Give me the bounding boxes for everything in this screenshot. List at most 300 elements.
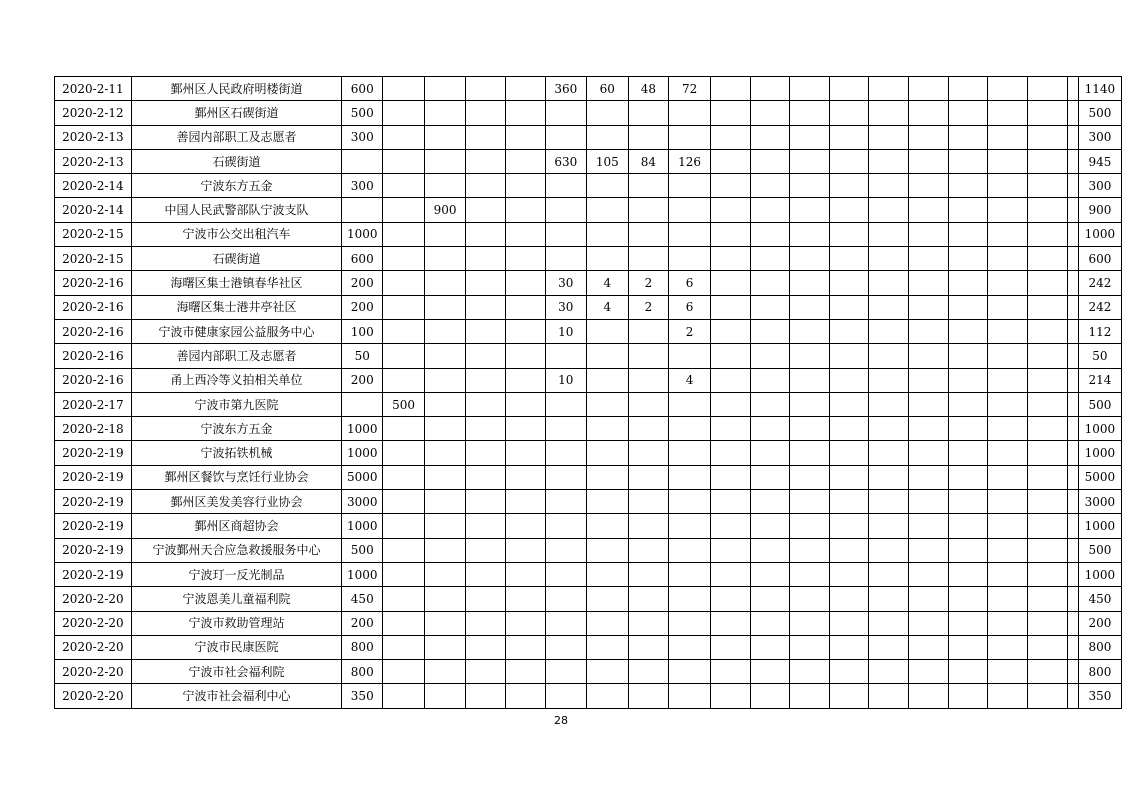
col-17-cell (909, 562, 949, 586)
col-6-cell (466, 198, 506, 222)
col-15-cell (829, 514, 869, 538)
col-12-cell (710, 660, 750, 684)
col-6-cell (466, 441, 506, 465)
donor-cell: 海曙区集士港井亭社区 (131, 295, 341, 319)
amount-cell: 200 (342, 611, 383, 635)
col-17-cell (909, 271, 949, 295)
donor-cell: 宁波恩美儿童福利院 (131, 587, 341, 611)
col-20-cell (1028, 587, 1068, 611)
col-12-cell (710, 611, 750, 635)
col-5-cell (424, 635, 465, 659)
col-11-cell (669, 101, 710, 125)
col-16-cell (869, 611, 909, 635)
col-18-cell (948, 587, 988, 611)
date-cell: 2020-2-19 (55, 465, 132, 489)
col-20-cell (1028, 417, 1068, 441)
col-14-cell (790, 611, 830, 635)
col-10-cell (628, 392, 669, 416)
donor-cell: 甬上西冷等义拍相关单位 (131, 368, 341, 392)
col-17-cell (909, 125, 949, 149)
total-cell: 1000 (1078, 417, 1121, 441)
col-18-cell (948, 247, 988, 271)
col-8-cell (545, 344, 586, 368)
col-11-cell (669, 392, 710, 416)
col-16-cell (869, 684, 909, 708)
col-6-cell (466, 684, 506, 708)
col-15-cell (829, 392, 869, 416)
col-18-cell (948, 562, 988, 586)
col-21-cell (1067, 465, 1078, 489)
col-5-cell (424, 392, 465, 416)
donor-cell: 宁波东方五金 (131, 417, 341, 441)
col-18-cell (948, 538, 988, 562)
col-4-cell (383, 441, 424, 465)
col-7-cell (505, 174, 545, 198)
col-17-cell (909, 77, 949, 101)
date-cell: 2020-2-13 (55, 149, 132, 173)
col-20-cell (1028, 319, 1068, 343)
col-9-cell (587, 222, 628, 246)
col-21-cell (1067, 611, 1078, 635)
col-12-cell (710, 319, 750, 343)
table-row (55, 684, 1122, 708)
amount-cell: 1000 (342, 417, 383, 441)
col-11-cell (669, 247, 710, 271)
col-9-cell (587, 514, 628, 538)
table-row (55, 271, 1122, 295)
col-8-cell (545, 660, 586, 684)
col-8-cell (545, 247, 586, 271)
col-13-cell (750, 635, 790, 659)
col-12-cell (710, 490, 750, 514)
col-19-cell (988, 538, 1028, 562)
col-12-cell (710, 101, 750, 125)
table-row (55, 198, 1122, 222)
col-16-cell (869, 490, 909, 514)
col-11-cell: 6 (669, 295, 710, 319)
col-10-cell (628, 222, 669, 246)
col-4-cell (383, 125, 424, 149)
amount-cell: 1000 (342, 514, 383, 538)
col-13-cell (750, 125, 790, 149)
col-4-cell (383, 660, 424, 684)
col-5-cell (424, 538, 465, 562)
col-9-cell (587, 319, 628, 343)
date-cell: 2020-2-19 (55, 562, 132, 586)
col-8-cell: 360 (545, 77, 586, 101)
col-21-cell (1067, 587, 1078, 611)
col-8-cell (545, 125, 586, 149)
col-10-cell (628, 514, 669, 538)
donor-cell: 宁波拓铁机械 (131, 441, 341, 465)
col-14-cell (790, 538, 830, 562)
col-4-cell (383, 295, 424, 319)
col-6-cell (466, 562, 506, 586)
col-9-cell (587, 684, 628, 708)
col-16-cell (869, 149, 909, 173)
col-5-cell (424, 149, 465, 173)
donor-cell: 善园内部职工及志愿者 (131, 125, 341, 149)
col-6-cell (466, 174, 506, 198)
col-9-cell (587, 635, 628, 659)
amount-cell: 1000 (342, 222, 383, 246)
col-14-cell (790, 222, 830, 246)
col-20-cell (1028, 174, 1068, 198)
col-18-cell (948, 344, 988, 368)
col-19-cell (988, 344, 1028, 368)
col-7-cell (505, 319, 545, 343)
col-13-cell (750, 465, 790, 489)
col-13-cell (750, 101, 790, 125)
col-9-cell (587, 417, 628, 441)
col-17-cell (909, 319, 949, 343)
col-15-cell (829, 538, 869, 562)
table-row (55, 174, 1122, 198)
col-17-cell (909, 514, 949, 538)
total-cell: 214 (1078, 368, 1121, 392)
col-11-cell (669, 635, 710, 659)
col-14-cell (790, 295, 830, 319)
col-6-cell (466, 101, 506, 125)
col-4-cell (383, 490, 424, 514)
col-18-cell (948, 611, 988, 635)
col-13-cell (750, 611, 790, 635)
col-18-cell (948, 125, 988, 149)
col-16-cell (869, 247, 909, 271)
col-13-cell (750, 684, 790, 708)
col-14-cell (790, 660, 830, 684)
col-15-cell (829, 611, 869, 635)
total-cell: 945 (1078, 149, 1121, 173)
donation-table-body (55, 77, 1122, 709)
total-cell: 1000 (1078, 441, 1121, 465)
col-4-cell (383, 319, 424, 343)
col-6-cell (466, 490, 506, 514)
col-20-cell (1028, 344, 1068, 368)
col-17-cell (909, 392, 949, 416)
col-10-cell (628, 660, 669, 684)
col-10-cell (628, 174, 669, 198)
col-8-cell: 30 (545, 271, 586, 295)
col-4-cell (383, 587, 424, 611)
col-21-cell (1067, 101, 1078, 125)
col-12-cell (710, 247, 750, 271)
col-18-cell (948, 295, 988, 319)
col-9-cell (587, 660, 628, 684)
col-4-cell (383, 514, 424, 538)
col-18-cell (948, 490, 988, 514)
table-row (55, 514, 1122, 538)
donor-cell: 海曙区集士港镇春华社区 (131, 271, 341, 295)
col-9-cell (587, 538, 628, 562)
col-6-cell (466, 417, 506, 441)
col-14-cell (790, 465, 830, 489)
col-18-cell (948, 465, 988, 489)
col-6-cell (466, 77, 506, 101)
col-6-cell (466, 295, 506, 319)
col-20-cell (1028, 660, 1068, 684)
col-8-cell (545, 441, 586, 465)
col-16-cell (869, 660, 909, 684)
table-row (55, 222, 1122, 246)
date-cell: 2020-2-19 (55, 538, 132, 562)
col-13-cell (750, 660, 790, 684)
col-17-cell (909, 295, 949, 319)
col-11-cell (669, 174, 710, 198)
col-4-cell (383, 222, 424, 246)
col-16-cell (869, 562, 909, 586)
col-5-cell (424, 101, 465, 125)
col-17-cell (909, 222, 949, 246)
date-cell: 2020-2-18 (55, 417, 132, 441)
col-8-cell (545, 417, 586, 441)
col-19-cell (988, 101, 1028, 125)
col-4-cell (383, 684, 424, 708)
col-20-cell (1028, 392, 1068, 416)
col-5-cell (424, 344, 465, 368)
col-8-cell (545, 587, 586, 611)
col-12-cell (710, 587, 750, 611)
col-19-cell (988, 441, 1028, 465)
col-5-cell (424, 319, 465, 343)
col-21-cell (1067, 684, 1078, 708)
date-cell: 2020-2-16 (55, 295, 132, 319)
col-17-cell (909, 247, 949, 271)
date-cell: 2020-2-16 (55, 368, 132, 392)
col-19-cell (988, 611, 1028, 635)
col-19-cell (988, 635, 1028, 659)
col-19-cell (988, 587, 1028, 611)
col-18-cell (948, 101, 988, 125)
col-12-cell (710, 77, 750, 101)
col-4-cell (383, 271, 424, 295)
amount-cell: 300 (342, 174, 383, 198)
col-14-cell (790, 562, 830, 586)
col-15-cell (829, 295, 869, 319)
col-19-cell (988, 319, 1028, 343)
total-cell: 200 (1078, 611, 1121, 635)
col-7-cell (505, 149, 545, 173)
col-7-cell (505, 635, 545, 659)
col-4-cell (383, 538, 424, 562)
col-10-cell (628, 490, 669, 514)
col-14-cell (790, 125, 830, 149)
col-4-cell (383, 562, 424, 586)
col-16-cell (869, 125, 909, 149)
col-21-cell (1067, 174, 1078, 198)
col-11-cell (669, 441, 710, 465)
col-12-cell (710, 198, 750, 222)
col-18-cell (948, 441, 988, 465)
col-5-cell (424, 611, 465, 635)
col-7-cell (505, 465, 545, 489)
col-10-cell (628, 247, 669, 271)
col-19-cell (988, 684, 1028, 708)
col-8-cell (545, 635, 586, 659)
col-19-cell (988, 77, 1028, 101)
date-cell: 2020-2-19 (55, 490, 132, 514)
col-15-cell (829, 174, 869, 198)
col-19-cell (988, 295, 1028, 319)
col-15-cell (829, 684, 869, 708)
col-13-cell (750, 149, 790, 173)
date-cell: 2020-2-12 (55, 101, 132, 125)
col-14-cell (790, 514, 830, 538)
col-15-cell (829, 587, 869, 611)
table-row (55, 611, 1122, 635)
col-16-cell (869, 319, 909, 343)
table-row (55, 319, 1122, 343)
date-cell: 2020-2-14 (55, 174, 132, 198)
total-cell: 50 (1078, 344, 1121, 368)
col-6-cell (466, 538, 506, 562)
date-cell: 2020-2-16 (55, 344, 132, 368)
col-10-cell: 2 (628, 295, 669, 319)
col-10-cell (628, 368, 669, 392)
col-9-cell (587, 587, 628, 611)
donor-cell: 宁波市社会福利中心 (131, 684, 341, 708)
col-16-cell (869, 271, 909, 295)
col-6-cell (466, 392, 506, 416)
col-11-cell: 6 (669, 271, 710, 295)
col-8-cell (545, 611, 586, 635)
total-cell: 242 (1078, 271, 1121, 295)
col-12-cell (710, 344, 750, 368)
col-7-cell (505, 198, 545, 222)
col-16-cell (869, 392, 909, 416)
col-5-cell: 900 (424, 198, 465, 222)
col-15-cell (829, 490, 869, 514)
amount-cell: 600 (342, 77, 383, 101)
col-5-cell (424, 660, 465, 684)
col-19-cell (988, 514, 1028, 538)
col-21-cell (1067, 660, 1078, 684)
donor-cell: 鄞州区餐饮与烹饪行业协会 (131, 465, 341, 489)
col-10-cell (628, 441, 669, 465)
date-cell: 2020-2-19 (55, 441, 132, 465)
col-17-cell (909, 198, 949, 222)
col-19-cell (988, 392, 1028, 416)
col-15-cell (829, 149, 869, 173)
col-18-cell (948, 684, 988, 708)
col-4-cell (383, 198, 424, 222)
col-5-cell (424, 174, 465, 198)
table-row (55, 635, 1122, 659)
col-17-cell (909, 149, 949, 173)
col-18-cell (948, 149, 988, 173)
amount-cell: 600 (342, 247, 383, 271)
col-19-cell (988, 562, 1028, 586)
table-row (55, 490, 1122, 514)
col-20-cell (1028, 490, 1068, 514)
col-12-cell (710, 368, 750, 392)
date-cell: 2020-2-16 (55, 271, 132, 295)
date-cell: 2020-2-17 (55, 392, 132, 416)
col-20-cell (1028, 611, 1068, 635)
table-row (55, 441, 1122, 465)
col-11-cell (669, 490, 710, 514)
total-cell: 500 (1078, 101, 1121, 125)
col-13-cell (750, 198, 790, 222)
col-16-cell (869, 441, 909, 465)
col-10-cell (628, 198, 669, 222)
col-15-cell (829, 271, 869, 295)
col-13-cell (750, 441, 790, 465)
col-17-cell (909, 344, 949, 368)
donor-cell: 宁波鄞州天合应急救援服务中心 (131, 538, 341, 562)
col-14-cell (790, 684, 830, 708)
col-10-cell: 48 (628, 77, 669, 101)
col-8-cell (545, 174, 586, 198)
col-11-cell: 4 (669, 368, 710, 392)
col-5-cell (424, 271, 465, 295)
col-11-cell: 126 (669, 149, 710, 173)
col-16-cell (869, 514, 909, 538)
col-16-cell (869, 538, 909, 562)
col-6-cell (466, 222, 506, 246)
table-row (55, 587, 1122, 611)
col-20-cell (1028, 368, 1068, 392)
donor-cell: 鄞州区人民政府明楼街道 (131, 77, 341, 101)
col-9-cell (587, 125, 628, 149)
col-9-cell (587, 344, 628, 368)
col-10-cell (628, 611, 669, 635)
amount-cell: 300 (342, 125, 383, 149)
col-11-cell (669, 660, 710, 684)
col-14-cell (790, 174, 830, 198)
col-5-cell (424, 77, 465, 101)
col-8-cell: 10 (545, 319, 586, 343)
col-14-cell (790, 392, 830, 416)
date-cell: 2020-2-14 (55, 198, 132, 222)
col-7-cell (505, 538, 545, 562)
date-cell: 2020-2-16 (55, 319, 132, 343)
col-11-cell (669, 562, 710, 586)
col-17-cell (909, 368, 949, 392)
col-19-cell (988, 271, 1028, 295)
table-row (55, 368, 1122, 392)
col-13-cell (750, 319, 790, 343)
col-5-cell (424, 684, 465, 708)
col-7-cell (505, 587, 545, 611)
col-16-cell (869, 344, 909, 368)
col-18-cell (948, 174, 988, 198)
col-16-cell (869, 417, 909, 441)
col-5-cell (424, 222, 465, 246)
col-14-cell (790, 587, 830, 611)
page-number: 28 (554, 714, 568, 727)
amount-cell: 450 (342, 587, 383, 611)
amount-cell: 500 (342, 101, 383, 125)
col-20-cell (1028, 684, 1068, 708)
col-10-cell (628, 538, 669, 562)
total-cell: 1000 (1078, 562, 1121, 586)
col-7-cell (505, 271, 545, 295)
col-7-cell (505, 295, 545, 319)
col-13-cell (750, 222, 790, 246)
donor-cell: 中国人民武警部队宁波支队 (131, 198, 341, 222)
col-17-cell (909, 635, 949, 659)
col-19-cell (988, 660, 1028, 684)
col-20-cell (1028, 125, 1068, 149)
col-19-cell (988, 198, 1028, 222)
col-16-cell (869, 295, 909, 319)
col-4-cell (383, 465, 424, 489)
table-row (55, 125, 1122, 149)
col-5-cell (424, 514, 465, 538)
total-cell: 500 (1078, 538, 1121, 562)
col-13-cell (750, 344, 790, 368)
